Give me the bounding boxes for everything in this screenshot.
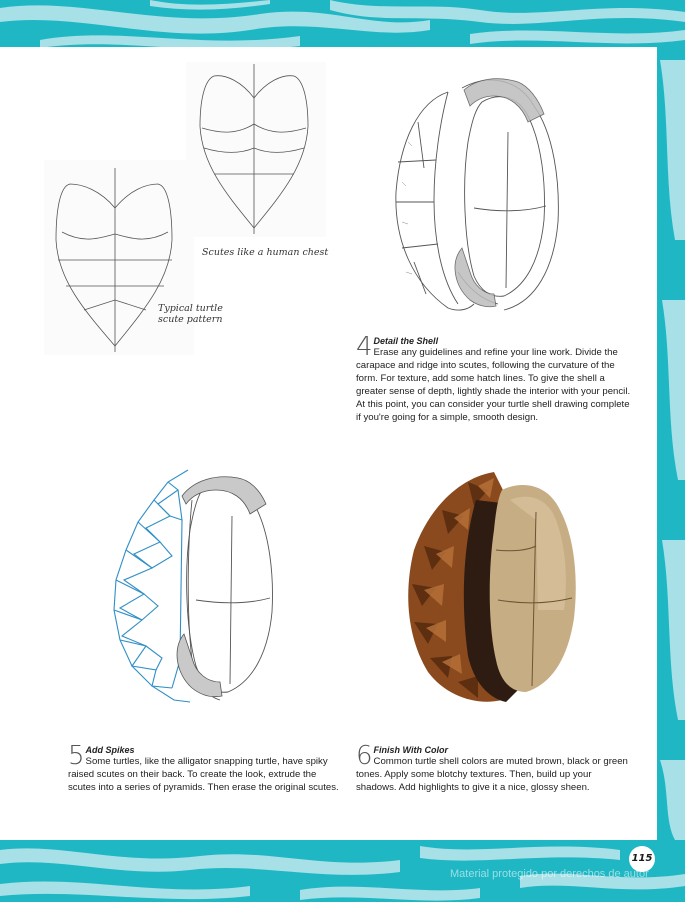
human-chest-scute-sketch	[186, 62, 326, 237]
step-4-text: Erase any guidelines and refine your line work. Divide the carapace and ridge into scutes, following the curvature of the form. For texture, add some hatch lines. To give the shell a greater sense of depth, lightly shade the interior with your pencil. At this point, you can consider your turtle shell drawing complete if you're going for a simple, smooth design.	[356, 347, 631, 423]
page-number: 115	[629, 846, 655, 872]
step-4-title: Detail the Shell	[373, 336, 439, 346]
spiked-shell-sketch	[98, 460, 294, 710]
caption-typical-turtle: Typical turtle scute pattern	[158, 303, 223, 325]
step-5-title: Add Spikes	[85, 745, 135, 755]
step-6	[356, 741, 632, 794]
step-6-number: 6	[356, 741, 373, 771]
step-4-number: 4	[356, 332, 373, 362]
step-5-text: Some turtles, like the alligator snapping turtle, have spiky raised scutes on their back. To create the look, extrude the scutes into a series of pyramids. Then erase the original scutes.	[68, 756, 339, 793]
step-5	[68, 741, 344, 794]
colored-shell-illustration	[398, 460, 584, 710]
step-4	[356, 332, 632, 424]
step-6-text: Common turtle shell colors are muted brown, black or green tones. Apply some blotchy textures. Then, build up your shadows. Add highlights to give it a nice, glossy sheen.	[356, 756, 628, 793]
caption-human-chest: Scutes like a human chest	[202, 247, 329, 258]
detailed-shell-sketch	[378, 72, 574, 322]
step-6-title: Finish With Color	[373, 745, 448, 755]
step-5-number: 5	[68, 741, 85, 771]
typical-turtle-scute-sketch	[44, 160, 194, 355]
copyright-watermark: Material protegido por derechos de autor	[450, 868, 649, 880]
